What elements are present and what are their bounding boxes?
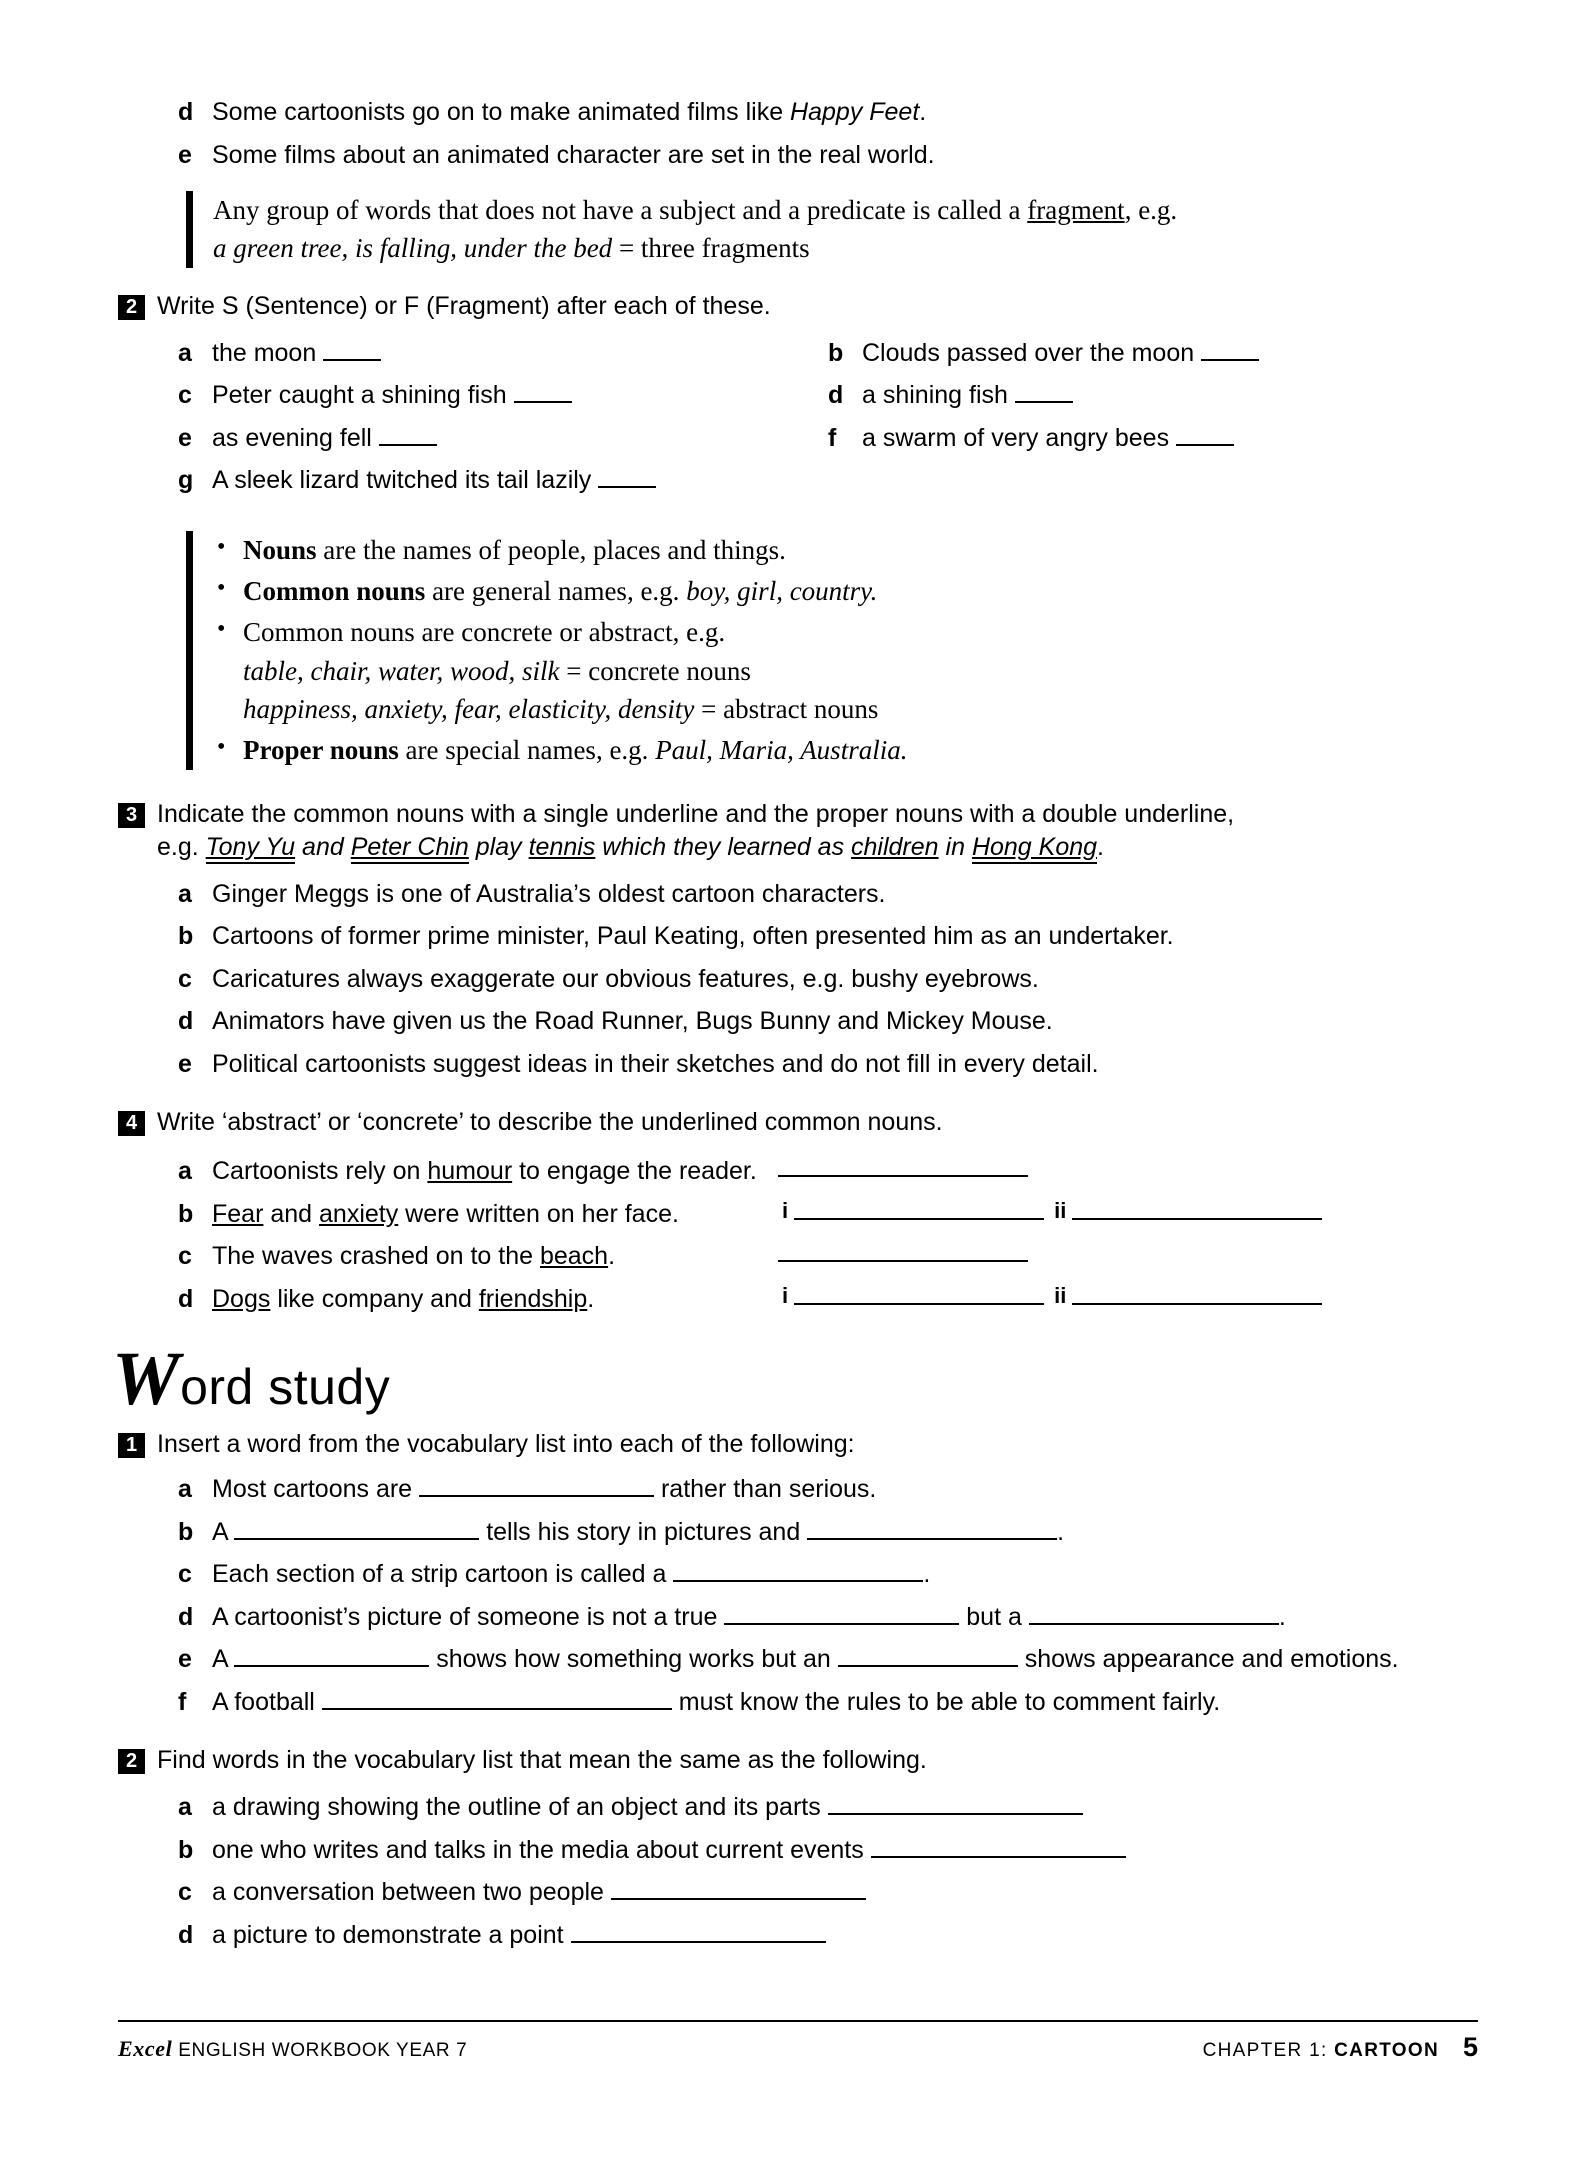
list-item [178, 1791, 1478, 1824]
underlined-noun: Fear [212, 1199, 264, 1228]
example-proper-noun: Peter Chin [351, 833, 469, 864]
example-common-noun: children [851, 832, 939, 861]
example-prefix: e.g. [157, 832, 206, 861]
item-col-left [178, 422, 828, 465]
question-3 [118, 798, 1478, 864]
item-text-part: A [212, 1645, 235, 1674]
rule-term-examples: Paul, Maria, Australia. [655, 735, 908, 766]
item-text-italic: Happy Feet [790, 98, 920, 126]
section-heading-dropcap: W [112, 1337, 181, 1422]
list-item [178, 422, 828, 455]
item-text [212, 1240, 772, 1273]
rule-term-def: = concrete nouns [559, 655, 751, 686]
item-letter: a [178, 1157, 192, 1186]
fill-blank[interactable] [1029, 1603, 1279, 1625]
question-4 [118, 1106, 1478, 1139]
rule-box-nouns [186, 531, 1478, 770]
footer-right-group [1203, 2032, 1478, 2063]
rule-list-item [213, 531, 1478, 569]
item-text-part: A [212, 1517, 235, 1546]
answer-blank[interactable] [794, 1283, 1044, 1305]
item-col-right [828, 337, 1478, 380]
roman-numeral-ii: ii [1054, 1282, 1067, 1308]
item-text [212, 1198, 772, 1231]
item-text [212, 1919, 826, 1952]
fill-blank[interactable] [724, 1603, 959, 1625]
answer-blank[interactable] [379, 424, 437, 446]
word-study-q2-items [178, 1791, 1478, 1951]
example-text-end: . [1097, 832, 1104, 861]
answer-blank[interactable] [1072, 1198, 1322, 1220]
example-text: in [938, 832, 972, 861]
item-label: a shining fish [862, 381, 1008, 410]
item-text: Animators have given us the Road Runner, Bugs Bunny and Mickey Mouse. [212, 1007, 1053, 1036]
list-item[interactable] [178, 963, 1478, 996]
item-letter: e [178, 1049, 192, 1078]
item-text-post: . [919, 98, 927, 126]
item-label: a conversation between two people [212, 1878, 604, 1907]
underlined-noun: Dogs [212, 1284, 271, 1313]
question-instruction-line: Indicate the common nouns with a single underline and the proper nouns with a double underline, [157, 799, 1235, 828]
footer-left [118, 2036, 467, 2062]
question-number-badge: 4 [118, 1111, 145, 1136]
question-4-items [178, 1155, 1478, 1315]
rule-examples-rest: = three fragments [612, 233, 810, 264]
item-letter: d [178, 1284, 194, 1313]
item-text: Political cartoonists suggest ideas in their sketches and do not fill in every detail. [212, 1049, 1099, 1078]
item-text-part: A cartoonist’s picture of someone is not a true [212, 1602, 725, 1631]
fill-blank[interactable] [807, 1518, 1057, 1540]
item-text-post: were written on her face. [398, 1199, 679, 1228]
item-col-left [178, 337, 828, 380]
list-item [178, 1558, 1478, 1591]
answer-blank[interactable] [794, 1198, 1044, 1220]
list-item[interactable] [178, 1048, 1478, 1081]
list-item [178, 1516, 1478, 1549]
rule-term-examples: happiness, anxiety, fear, elasticity, density [243, 693, 695, 724]
item-row [178, 379, 1478, 422]
footer-chapter-name: CARTOON [1334, 2040, 1439, 2061]
underlined-noun: anxiety [319, 1199, 399, 1228]
footer-series: ENGLISH WORKBOOK YEAR 7 [178, 2040, 468, 2061]
rule-term: Nouns [243, 534, 317, 565]
rule-text-b: , e.g. [1124, 195, 1178, 225]
page-number: 5 [1462, 2032, 1478, 2062]
item-text [212, 422, 437, 455]
question-2 [118, 290, 1478, 323]
rule-underlined-term: fragment [1027, 195, 1125, 225]
item-letter: b [178, 1199, 194, 1228]
list-item [178, 1473, 1478, 1506]
item-text-pre: The waves crashed on to the [212, 1242, 540, 1271]
item-row [178, 422, 1478, 465]
item-text-part: A football [212, 1687, 322, 1716]
fill-blank[interactable] [838, 1645, 1018, 1667]
item-letter: a [178, 1793, 192, 1822]
example-text: play [468, 832, 529, 861]
list-item [178, 1240, 1478, 1273]
item-letter: c [178, 1560, 192, 1589]
item-text-mid: like company and [270, 1284, 479, 1313]
item-text-pre: Some cartoonists go on to make animated films like [212, 98, 791, 126]
item-label: a picture to demonstrate a point [212, 1920, 564, 1949]
fill-blank[interactable] [419, 1475, 654, 1497]
list-item [178, 1876, 1478, 1909]
rule-list-item [213, 613, 1478, 728]
answer-blank[interactable] [598, 466, 656, 488]
item-text [212, 1791, 1083, 1824]
item-text-part: . [1278, 1602, 1286, 1631]
brand-name: Excel [118, 2036, 173, 2061]
item-col-left [178, 464, 828, 507]
item-text-pre: Cartoonists rely on [212, 1157, 428, 1186]
item-text [212, 1601, 1286, 1634]
answer-blank[interactable] [778, 1155, 1028, 1177]
item-col-right [828, 464, 1478, 507]
list-item [178, 464, 828, 497]
word-study-question-2 [118, 1744, 1478, 1777]
item-letter: d [178, 98, 194, 126]
rule-term: Common nouns [243, 575, 426, 606]
item-row [178, 464, 1478, 507]
item-col-left [178, 379, 828, 422]
footer-chapter [1203, 2040, 1439, 2062]
list-item [178, 1198, 1478, 1231]
rule-box-fragment [186, 191, 1478, 268]
item-text [212, 1473, 876, 1506]
rule-term-def: are the names of people, places and things. [316, 534, 786, 565]
item-letter: e [178, 423, 192, 452]
item-letter: d [828, 381, 844, 410]
answer-blank[interactable] [611, 1878, 866, 1900]
item-text [212, 1516, 1064, 1549]
question-number-badge: 3 [118, 803, 145, 828]
rule-list-item [213, 572, 1478, 610]
question-instruction: Write S (Sentence) or F (Fragment) after each of these. [157, 291, 771, 320]
item-text [212, 1283, 772, 1316]
item-letter: e [178, 140, 192, 169]
example-text: which they learned as [595, 832, 852, 861]
item-letter: c [178, 1242, 192, 1271]
underlined-noun: humour [427, 1157, 513, 1186]
fill-blank[interactable] [673, 1560, 923, 1582]
example-text: and [295, 832, 351, 861]
section-heading-text: ord study [180, 1359, 391, 1416]
answer-blank[interactable] [514, 381, 572, 403]
item-letter: d [178, 1920, 194, 1949]
roman-numeral-i: i [782, 1197, 789, 1223]
item-letter: b [178, 922, 194, 951]
example-common-noun: tennis [528, 832, 596, 861]
example-proper-noun: Hong Kong [972, 833, 1097, 864]
item-text [212, 96, 926, 129]
item-text-part: rather than serious. [654, 1475, 877, 1504]
item-label: one who writes and talks in the media about current events [212, 1835, 864, 1864]
page-footer [118, 2020, 1478, 2063]
rule-term-def: Common nouns are concrete or abstract, e.g. [243, 617, 726, 648]
item-label: Clouds passed over the moon [862, 338, 1195, 367]
list-item[interactable] [178, 878, 1478, 911]
item-letter: c [178, 381, 192, 410]
rule-list [213, 531, 1478, 770]
item-letter: a [178, 1475, 192, 1504]
item-text [212, 1155, 772, 1188]
item-letter: d [178, 1007, 194, 1036]
word-study-q1-items [178, 1473, 1478, 1718]
item-text-part: Most cartoons are [212, 1475, 420, 1504]
item-text-part: shows how something works but an [429, 1645, 838, 1674]
item-text-part: must know the rules to be able to comment fairly. [671, 1687, 1221, 1716]
question-3-items [178, 878, 1478, 1081]
list-item [178, 379, 828, 412]
answer-blank[interactable] [778, 1240, 1028, 1262]
continued-items [118, 96, 1478, 171]
item-text [212, 464, 656, 497]
item-letter: d [178, 1602, 194, 1631]
fill-blank[interactable] [322, 1688, 672, 1710]
item-letter: g [178, 466, 194, 495]
list-item [178, 1686, 1478, 1719]
item-text-mid: . [608, 1242, 616, 1271]
rule-term-examples: table, chair, water, wood, silk [243, 655, 560, 686]
question-instruction [157, 798, 1478, 864]
item-text: Some films about an animated character are set in the real world. [212, 140, 935, 169]
answer-blank[interactable] [1201, 339, 1259, 361]
list-item[interactable] [178, 1005, 1478, 1038]
item-text [862, 337, 1259, 370]
rule-examples: a green tree, is falling, under the bed [213, 233, 613, 264]
rule-line-1 [213, 191, 1478, 229]
list-item [178, 1155, 1478, 1188]
item-label: the moon [212, 338, 317, 367]
rule-term: Proper nouns [243, 735, 399, 766]
list-item [178, 1283, 1478, 1316]
item-text-part: . [1057, 1517, 1065, 1546]
question-instruction: Insert a word from the vocabulary list into each of the following: [157, 1430, 855, 1459]
item-text-mid: and [263, 1199, 320, 1228]
fill-blank[interactable] [234, 1645, 429, 1667]
list-item [178, 1919, 1478, 1952]
section-heading-word-study [112, 1337, 1478, 1422]
rule-list-item [213, 731, 1478, 769]
list-item [178, 1601, 1478, 1634]
answer-blank[interactable] [828, 1793, 1083, 1815]
list-item [828, 337, 1478, 370]
item-text: Cartoons of former prime minister, Paul Keating, often presented him as an undertaker. [212, 922, 1174, 951]
item-text-part: Each section of a strip cartoon is called a [212, 1560, 674, 1589]
question-number-badge: 1 [118, 1433, 145, 1458]
page-content [112, 96, 1478, 1961]
item-text [862, 422, 1234, 455]
roman-numeral-i: i [782, 1282, 789, 1308]
item-letter: f [828, 423, 837, 452]
answer-blank[interactable] [323, 339, 381, 361]
rule-text-a: Any group of words that does not have a subject and a predicate is called a [213, 195, 1028, 225]
question-instruction: Write ‘abstract’ or ‘concrete’ to describe the underlined common nouns. [157, 1108, 943, 1137]
rule-term-def: are general names, e.g. [425, 575, 687, 606]
item-letter: c [178, 964, 192, 993]
list-item [178, 96, 1478, 129]
item-text [212, 1834, 1126, 1867]
footer-chapter-prefix: CHAPTER 1: [1202, 2040, 1328, 2061]
item-letter: a [178, 338, 192, 367]
rule-term-def: are special names, e.g. [398, 735, 656, 766]
item-text: Ginger Meggs is one of Australia’s oldest cartoon characters. [212, 879, 886, 908]
list-item [178, 139, 1478, 172]
list-item [178, 337, 828, 370]
item-label: a swarm of very angry bees [862, 423, 1170, 452]
item-letter: b [178, 1835, 194, 1864]
item-text [212, 1643, 1399, 1676]
answer-blank[interactable] [1072, 1283, 1322, 1305]
item-text [212, 1686, 1220, 1719]
item-text: Caricatures always exaggerate our obvious features, e.g. bushy eyebrows. [212, 964, 1039, 993]
answer-blank[interactable] [1015, 381, 1073, 403]
item-text [212, 379, 572, 412]
list-item [178, 1643, 1478, 1676]
underlined-noun: beach [539, 1242, 609, 1271]
fill-blank[interactable] [234, 1518, 479, 1540]
answer-blank[interactable] [1176, 424, 1234, 446]
rule-term-def: = abstract nouns [694, 693, 879, 724]
item-letter: b [178, 1517, 194, 1546]
item-label: Peter caught a shining fish [212, 381, 507, 410]
item-label: A sleek lizard twitched its tail lazily [212, 466, 592, 495]
item-text [212, 1876, 866, 1909]
question-number-badge: 2 [118, 295, 145, 320]
question-2-items [118, 337, 1478, 507]
list-item[interactable] [178, 920, 1478, 953]
item-letter: c [178, 1878, 192, 1907]
item-text-part: but a [959, 1602, 1029, 1631]
item-text [212, 1558, 930, 1591]
example-proper-noun: Tony Yu [206, 833, 295, 864]
item-text-post: . [587, 1284, 595, 1313]
item-letter: b [828, 338, 844, 367]
word-study-question-1 [118, 1428, 1478, 1461]
rule-line-2 [213, 229, 1478, 267]
item-text-mid: to engage the reader. [512, 1157, 757, 1186]
item-text-part: . [923, 1560, 931, 1589]
item-col-right [828, 379, 1478, 422]
underlined-noun: friendship [478, 1284, 588, 1313]
item-col-right [828, 422, 1478, 465]
item-text [212, 337, 381, 370]
answer-blank[interactable] [571, 1921, 826, 1943]
item-letter: f [178, 1687, 187, 1716]
list-item [178, 1834, 1478, 1867]
question-instruction: Find words in the vocabulary list that mean the same as the following. [157, 1746, 927, 1775]
item-label: a drawing showing the outline of an object and its parts [212, 1793, 821, 1822]
item-letter: a [178, 879, 192, 908]
rule-term-examples: boy, girl, country. [686, 575, 878, 606]
item-text-part: shows appearance and emotions. [1017, 1645, 1399, 1674]
item-text-part: tells his story in pictures and [479, 1517, 808, 1546]
item-letter: e [178, 1645, 192, 1674]
item-row [178, 337, 1478, 380]
item-text [862, 379, 1073, 412]
answer-blank[interactable] [871, 1836, 1126, 1858]
item-label: as evening fell [212, 423, 372, 452]
list-item [828, 379, 1478, 412]
list-item [828, 422, 1478, 455]
roman-numeral-ii: ii [1054, 1197, 1067, 1223]
question-number-badge: 2 [118, 1749, 145, 1774]
